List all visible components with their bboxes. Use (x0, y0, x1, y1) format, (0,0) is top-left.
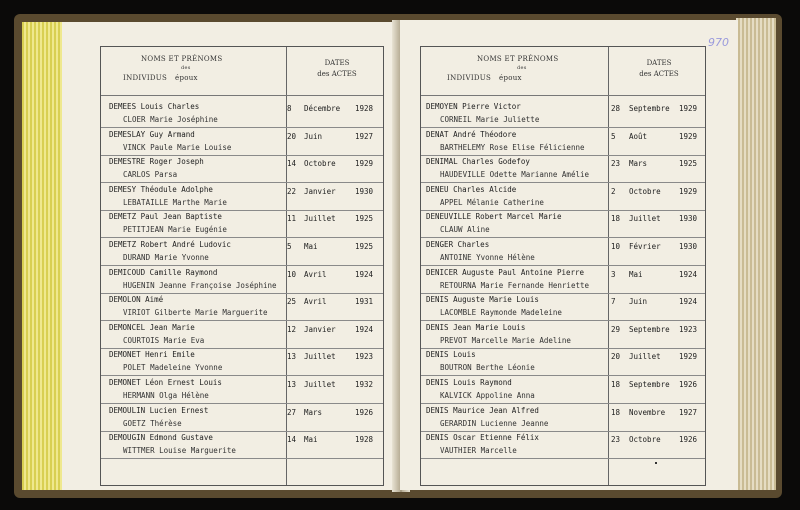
names-header-des: des (181, 65, 191, 71)
entry-year: 1928 (355, 104, 374, 113)
entry-day: 2 (611, 186, 616, 196)
entry-separator (421, 237, 705, 238)
entry-wife-name: CORNEIL Marie Juliette (440, 115, 540, 124)
entry-husband-name: DENIS Jean Marie Louis (426, 322, 526, 332)
entry-separator (101, 431, 383, 432)
left-page (62, 22, 400, 490)
entry-day: 8 (287, 104, 292, 113)
entry-husband-name: DEMESLAY Guy Armand (109, 129, 195, 139)
entry-separator (101, 403, 383, 404)
entry-month: Juillet (629, 214, 661, 224)
entry-year: 1924 (679, 297, 698, 307)
page-edges-right (736, 18, 776, 490)
entry-day: 23 (611, 159, 621, 169)
entry-month: Janvier (304, 186, 336, 196)
entry-year: 1924 (679, 269, 698, 279)
entry-separator (421, 210, 705, 211)
entry-husband-name: DEMOLON Aimé (109, 295, 164, 305)
entry-day: 12 (287, 324, 297, 334)
entry-husband-name: DENGER Charles (426, 240, 490, 249)
entry-day: 20 (287, 131, 297, 141)
entry-wife-name: GERARDIN Lucienne Jeanne (440, 418, 549, 428)
entry-wife-name: DURAND Marie Yvonne (123, 253, 209, 262)
entry-day: 13 (287, 380, 297, 389)
entry-husband-name: DEMEES Louis Charles (109, 102, 200, 111)
entry-day: 28 (611, 104, 621, 113)
dates-header-sub: des ACTES (317, 70, 357, 78)
entry-year: 1930 (679, 242, 698, 251)
entry-month: Mai (629, 269, 643, 279)
entry-wife-name: VAUTHIER Marcelle (440, 446, 517, 456)
entry-separator (101, 127, 383, 128)
folio-number: 970 (708, 36, 729, 49)
entry-year: 1926 (679, 380, 698, 389)
entry-separator (421, 403, 705, 404)
entry-day: 14 (287, 159, 297, 169)
entry-day: 10 (611, 242, 621, 251)
entry-husband-name: DEMONET Léon Ernest Louis (109, 378, 222, 387)
entry-separator (101, 182, 383, 183)
entry-month: Avril (304, 269, 327, 279)
entry-year: 1932 (355, 380, 374, 389)
entry-day: 7 (611, 297, 616, 307)
entry-wife-name: KALVICK Appoline Anna (440, 391, 535, 400)
header-rule (421, 95, 705, 96)
entry-separator (421, 458, 705, 459)
entry-separator (421, 127, 705, 128)
entry-separator (421, 293, 705, 294)
entry-month: Mars (304, 407, 323, 417)
entry-separator (101, 237, 383, 238)
entry-month: Mars (629, 159, 648, 169)
entry-husband-name: DENAT André Théodore (426, 129, 517, 139)
entry-separator (421, 155, 705, 156)
entry-wife-name: LEBATAILLE Marthe Marie (123, 197, 227, 207)
ink-dot (655, 462, 657, 464)
entry-husband-name: DENICER Auguste Paul Antoine Pierre (426, 267, 585, 277)
entry-year: 1926 (679, 435, 698, 445)
entry-month: Février (629, 242, 661, 251)
entry-year: 1927 (679, 407, 698, 417)
entry-husband-name: DENIMAL Charles Godefoy (426, 157, 530, 167)
entry-year: 1929 (679, 186, 698, 196)
entry-day: 27 (287, 407, 297, 417)
entry-day: 13 (287, 352, 297, 362)
entry-wife-name: PETITJEAN Marie Eugénie (123, 225, 227, 235)
entry-year: 1923 (355, 352, 374, 362)
names-header-title: NOMS ET PRÉNOMS (477, 55, 559, 63)
entry-month: Juillet (629, 352, 661, 362)
entry-wife-name: HERMANN Olga Hélène (123, 391, 209, 400)
entry-month: Décembre (304, 104, 341, 113)
entry-month: Octobre (304, 159, 336, 169)
entry-husband-name: DENIS Auguste Marie Louis (426, 295, 539, 305)
entry-day: 20 (611, 352, 621, 362)
entry-day: 25 (287, 297, 297, 307)
entry-year: 1929 (355, 159, 374, 169)
entry-wife-name: BARTHELEMY Rose Elise Félicienne (440, 142, 585, 152)
entry-wife-name: COURTOIS Marie Eva (123, 335, 205, 345)
entry-year: 1930 (355, 186, 374, 196)
entry-year: 1925 (679, 159, 698, 169)
entry-wife-name: WITTMER Louise Marguerite (123, 446, 236, 456)
dates-header-title: DATES (324, 59, 350, 67)
entry-month: Octobre (629, 186, 661, 196)
entry-month: Août (629, 131, 648, 141)
entry-husband-name: DEMESY Théodule Adolphe (109, 184, 213, 194)
entry-wife-name: HUGENIN Jeanne Françoise Joséphine (123, 280, 277, 290)
entry-year: 1929 (679, 104, 698, 113)
entry-day: 5 (611, 131, 616, 141)
entry-month: Juin (304, 131, 323, 141)
entry-year: 1930 (679, 214, 698, 224)
entry-year: 1926 (355, 407, 374, 417)
entry-month: Octobre (629, 435, 661, 445)
entry-separator (101, 155, 383, 156)
entry-year: 1924 (355, 324, 374, 334)
entry-month: Juillet (304, 214, 336, 224)
entry-separator (421, 182, 705, 183)
entry-separator (101, 293, 383, 294)
entry-year: 1929 (679, 131, 698, 141)
entry-separator (101, 375, 383, 376)
entry-wife-name: POLET Madeleine Yvonne (123, 363, 223, 373)
entry-husband-name: DEMESTRE Roger Joseph (109, 157, 204, 167)
entry-separator (421, 265, 705, 266)
entry-wife-name: CLOER Marie Joséphine (123, 115, 218, 124)
entry-wife-name: BOUTRON Berthe Léonie (440, 363, 535, 373)
entry-year: 1928 (355, 435, 374, 445)
entry-day: 23 (611, 435, 621, 445)
entry-husband-name: DEMETZ Paul Jean Baptiste (109, 212, 222, 222)
entry-month: Novembre (629, 407, 666, 417)
entry-year: 1925 (355, 214, 374, 224)
entry-husband-name: DENEUVILLE Robert Marcel Marie (426, 212, 562, 222)
names-header-individus: INDIVIDUS (123, 74, 168, 82)
entry-year: 1927 (355, 131, 374, 141)
entry-husband-name: DENIS Oscar Etienne Félix (426, 433, 539, 443)
dates-header-sub: des ACTES (639, 70, 679, 78)
entry-day: 10 (287, 269, 297, 279)
entry-year: 1924 (355, 269, 374, 279)
left-table-frame (100, 46, 384, 486)
entry-husband-name: DENIS Maurice Jean Alfred (426, 405, 539, 415)
right-page (400, 20, 738, 490)
names-header-title: NOMS ET PRÉNOMS (141, 55, 223, 63)
entry-day: 11 (287, 214, 297, 224)
entry-wife-name: CLAUW Aline (440, 225, 490, 235)
entry-month: Septembre (629, 324, 670, 334)
entry-month: Janvier (304, 324, 336, 334)
entry-wife-name: VIRIOT Gilberte Marie Marguerite (123, 308, 268, 318)
entry-husband-name: DEMICOUD Camille Raymond (109, 267, 218, 277)
entry-month: Septembre (629, 380, 670, 389)
entry-wife-name: PREVOT Marcelle Marie Adeline (440, 335, 571, 345)
entry-separator (101, 210, 383, 211)
entry-day: 18 (611, 214, 621, 224)
entry-husband-name: DENIS Louis Raymond (426, 378, 512, 387)
entry-separator (421, 348, 705, 349)
right-table-frame (420, 46, 706, 486)
entry-day: 5 (287, 242, 292, 251)
entry-husband-name: DEMETZ Robert André Ludovic (109, 240, 231, 249)
column-divider (608, 47, 609, 485)
entry-day: 3 (611, 269, 616, 279)
entry-separator (421, 431, 705, 432)
entry-husband-name: DEMOULIN Lucien Ernest (109, 405, 209, 415)
entry-separator (421, 375, 705, 376)
entry-month: Septembre (629, 104, 670, 113)
entry-month: Juillet (304, 352, 336, 362)
entry-wife-name: RETOURNA Marie Fernande Henriette (440, 280, 590, 290)
entry-separator (101, 265, 383, 266)
entry-husband-name: DENEU Charles Alcide (426, 184, 517, 194)
entry-wife-name: GOETZ Thérèse (123, 418, 182, 428)
entry-year: 1925 (355, 242, 374, 251)
entry-year: 1931 (355, 297, 374, 307)
entry-wife-name: VINCK Paule Marie Louise (123, 142, 232, 152)
entry-month: Avril (304, 297, 327, 307)
entry-day: 18 (611, 380, 621, 389)
entry-separator (101, 320, 383, 321)
entry-day: 29 (611, 324, 621, 334)
entry-husband-name: DEMONET Henri Emile (109, 350, 195, 360)
entry-separator (101, 348, 383, 349)
names-header-des: des (517, 65, 527, 71)
entry-wife-name: HAUDEVILLE Odette Marianne Amélie (440, 170, 590, 180)
header-rule (101, 95, 383, 96)
entry-wife-name: LACOMBLE Raymonde Madeleine (440, 308, 562, 318)
entry-year: 1929 (679, 352, 698, 362)
entry-husband-name: DEMOYEN Pierre Victor (426, 102, 521, 111)
dates-header-title: DATES (646, 59, 672, 67)
entry-separator (421, 320, 705, 321)
entry-husband-name: DENIS Louis (426, 350, 476, 360)
entry-month: Juin (629, 297, 648, 307)
names-header-individus: INDIVIDUS (447, 74, 492, 82)
entry-wife-name: APPEL Mélanie Catherine (440, 197, 544, 207)
entry-month: Mai (304, 435, 318, 445)
names-header-epoux: époux (499, 74, 522, 82)
entry-husband-name: DEMOUGIN Edmond Gustave (109, 433, 213, 443)
entry-day: 22 (287, 186, 297, 196)
entry-day: 18 (611, 407, 621, 417)
entry-year: 1923 (679, 324, 698, 334)
entry-wife-name: CARLOS Parsa (123, 170, 178, 180)
names-header-epoux: époux (175, 74, 198, 82)
entry-month: Juillet (304, 380, 336, 389)
entry-husband-name: DEMONCEL Jean Marie (109, 322, 195, 332)
entry-day: 14 (287, 435, 297, 445)
entry-separator (101, 458, 383, 459)
entry-wife-name: ANTOINE Yvonne Hélène (440, 253, 535, 262)
entry-month: Mai (304, 242, 318, 251)
